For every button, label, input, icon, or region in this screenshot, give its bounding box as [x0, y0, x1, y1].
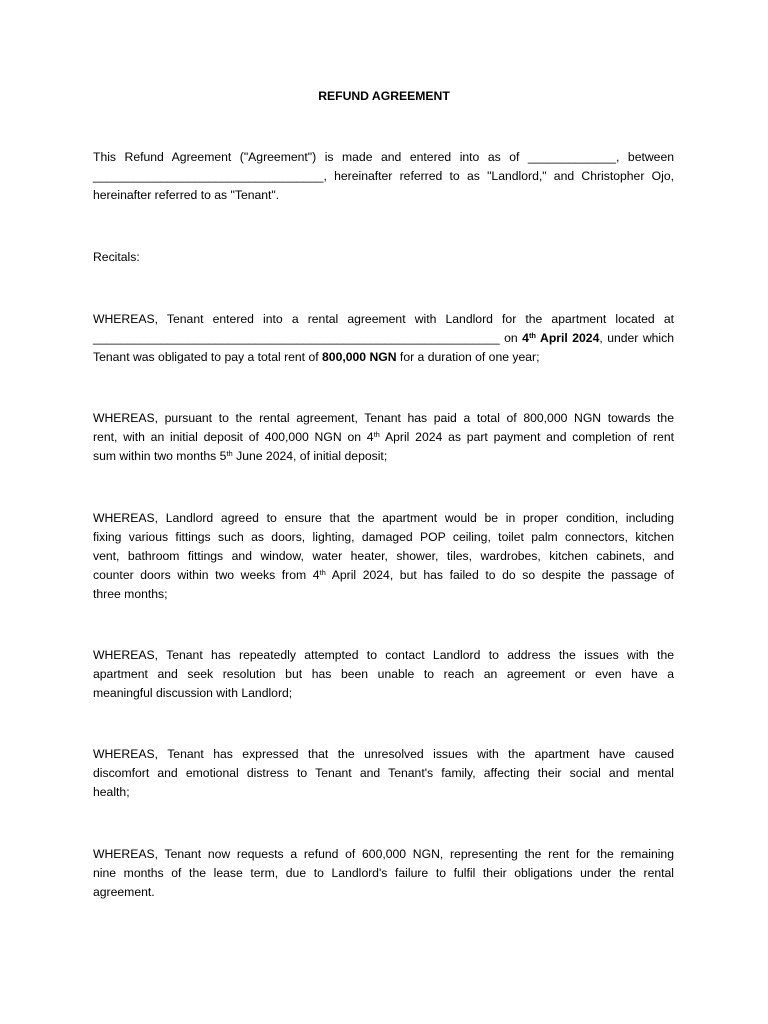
whereas-2-line-3-a: sum within two months 5 [93, 448, 227, 463]
whereas-3-line-4-a: counter doors within two weeks from 4 [93, 567, 320, 582]
whereas-paragraph-2 [93, 409, 674, 466]
whereas-3-line-5: three months; [93, 586, 168, 601]
whereas-1-on: on [499, 330, 523, 345]
whereas-1-month-year: April 2024 [536, 330, 600, 345]
whereas-2-line-2-sup: th [373, 429, 380, 439]
whereas-5-line-1: WHEREAS, Tenant has expressed that the unresolved issues with the apartment have caused [93, 747, 674, 761]
whereas-3-line-3: vent, bathroom fittings and window, water heater, shower, tiles, wardrobes, kitchen cabinets, and [93, 548, 674, 563]
whereas-paragraph-6 [93, 845, 674, 902]
whereas-1-amount: 800,000 NGN [322, 349, 397, 364]
whereas-1-line-2 [93, 329, 674, 348]
recitals-heading: Recitals: [93, 250, 140, 264]
whereas-1-rest: , under which [599, 330, 674, 345]
whereas-2-line-3-b: June 2024, of initial deposit; [232, 448, 388, 463]
whereas-2-line-1: WHEREAS, pursuant to the rental agreement, Tenant has paid a total of 800,000 NGN towards the [93, 411, 674, 425]
whereas-3-line-4-sup: th [319, 567, 326, 577]
whereas-1-line-1: WHEREAS, Tenant entered into a rental agreement with Landlord for the apartment located at [93, 312, 674, 326]
whereas-5-line-2: discomfort and emotional distress to Tenant and Tenant's family, affecting their social and mental [93, 765, 674, 780]
whereas-1-line-3-b: for a duration of one year; [396, 349, 540, 364]
intro-paragraph [93, 148, 674, 205]
whereas-6-line-3: agreement. [93, 884, 155, 899]
intro-line-3: hereinafter referred to as "Tenant". [93, 187, 280, 202]
whereas-2-line-2-a: rent, with an initial deposit of 400,000 NGN on 4 [93, 429, 374, 444]
whereas-4-line-2: apartment and seek resolution but has been unable to reach an agreement or even have a [93, 666, 674, 681]
whereas-2-line-3-sup: th [226, 448, 233, 458]
whereas-2-line-3 [93, 447, 674, 466]
whereas-paragraph-3 [93, 509, 674, 604]
whereas-paragraph-4 [93, 646, 674, 703]
address-blank: ____________________________________________________________ [93, 330, 500, 345]
document-title: REFUND AGREEMENT [318, 89, 450, 103]
whereas-6-line-2: nine months of the lease term, due to Landlord's failure to fulfil their obligations under the rental [93, 865, 674, 880]
whereas-2-line-2 [93, 428, 674, 447]
whereas-3-line-4-b: April 2024, but has failed to do so despite the passage of [325, 567, 674, 582]
whereas-2-line-2-b: April 2024 as part payment and completion of rent [379, 429, 674, 444]
whereas-1-line-3 [93, 348, 674, 367]
whereas-1-line-3-a: Tenant was obligated to pay a total rent of [93, 349, 323, 364]
whereas-3-line-4 [93, 566, 674, 585]
intro-line-1: This Refund Agreement ("Agreement") is made and entered into as of _____________, between [93, 150, 674, 164]
whereas-paragraph-5 [93, 745, 674, 802]
whereas-5-line-3: health; [93, 784, 130, 799]
whereas-4-line-1: WHEREAS, Tenant has repeatedly attempted to contact Landlord to address the issues with the [93, 648, 674, 662]
whereas-1-day: 4 [522, 330, 529, 345]
whereas-3-line-1: WHEREAS, Landlord agreed to ensure that the apartment would be in proper condition, including [93, 511, 674, 525]
whereas-paragraph-1 [93, 310, 674, 367]
intro-line-2: __________________________________, hereinafter referred to as "Landlord," and Christopher Ojo, [93, 168, 674, 183]
whereas-6-line-1: WHEREAS, Tenant now requests a refund of 600,000 NGN, representing the rent for the remaining [93, 847, 674, 861]
whereas-3-line-2: fixing various fittings such as doors, lighting, damaged POP ceiling, toilet palm connectors, kitchen [93, 529, 674, 544]
whereas-1-day-suffix: th [528, 330, 537, 340]
whereas-4-line-3: meaningful discussion with Landlord; [93, 685, 293, 700]
